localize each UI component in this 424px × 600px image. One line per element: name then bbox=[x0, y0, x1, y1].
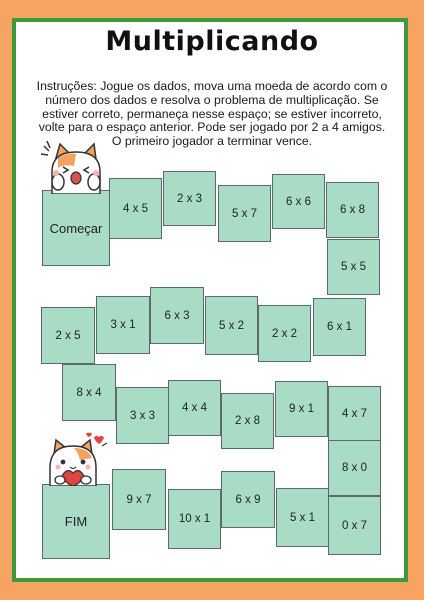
board-square[interactable]: 5 x 2 bbox=[205, 296, 258, 355]
end-square[interactable]: FIM bbox=[42, 484, 110, 559]
board-square[interactable]: 10 x 1 bbox=[168, 489, 221, 549]
board-square[interactable]: 3 x 3 bbox=[116, 387, 169, 444]
board-square[interactable]: 8 x 0 bbox=[328, 440, 381, 496]
board-square[interactable]: 6 x 3 bbox=[150, 287, 204, 344]
board-square[interactable]: 0 x 7 bbox=[328, 496, 381, 555]
board-square[interactable]: 8 x 4 bbox=[62, 364, 116, 421]
board-square[interactable]: 9 x 1 bbox=[275, 381, 328, 437]
cat-top-icon bbox=[38, 138, 110, 194]
board-square[interactable]: 4 x 4 bbox=[168, 380, 221, 436]
start-square[interactable]: Começar bbox=[42, 190, 110, 266]
board-square[interactable]: 2 x 3 bbox=[163, 171, 216, 226]
board-square[interactable]: 5 x 1 bbox=[276, 488, 329, 547]
board-square[interactable]: 4 x 5 bbox=[109, 178, 162, 239]
board-square[interactable]: 5 x 7 bbox=[218, 185, 271, 242]
cat-bottom-icon bbox=[40, 430, 112, 486]
board-square[interactable]: 2 x 8 bbox=[221, 393, 274, 449]
instructions-text: Instruções: Jogue os dados, mova uma moeda de acordo com o número dos dados e resolva o problema de multiplicação. Se estiver correto, permaneça nesse espaço; se estiver incorreto, volte para o espaço anterior. Pode ser jogado por 2 a 4 amigos. O primeiro jogador a terminar vence. bbox=[36, 79, 388, 149]
board-square[interactable]: 6 x 9 bbox=[221, 471, 275, 528]
board-square[interactable]: 6 x 8 bbox=[326, 182, 379, 238]
board-square[interactable]: 6 x 1 bbox=[313, 298, 366, 356]
board-square[interactable]: 5 x 5 bbox=[327, 239, 380, 295]
page-title: Multiplicando bbox=[105, 26, 319, 57]
board-square[interactable]: 2 x 5 bbox=[41, 307, 95, 364]
board-square[interactable]: 4 x 7 bbox=[328, 386, 381, 442]
board-square[interactable]: 3 x 1 bbox=[96, 296, 150, 354]
board-square[interactable]: 9 x 7 bbox=[112, 469, 166, 530]
board-square[interactable]: 2 x 2 bbox=[258, 305, 311, 362]
board-square[interactable]: 6 x 6 bbox=[272, 174, 325, 229]
